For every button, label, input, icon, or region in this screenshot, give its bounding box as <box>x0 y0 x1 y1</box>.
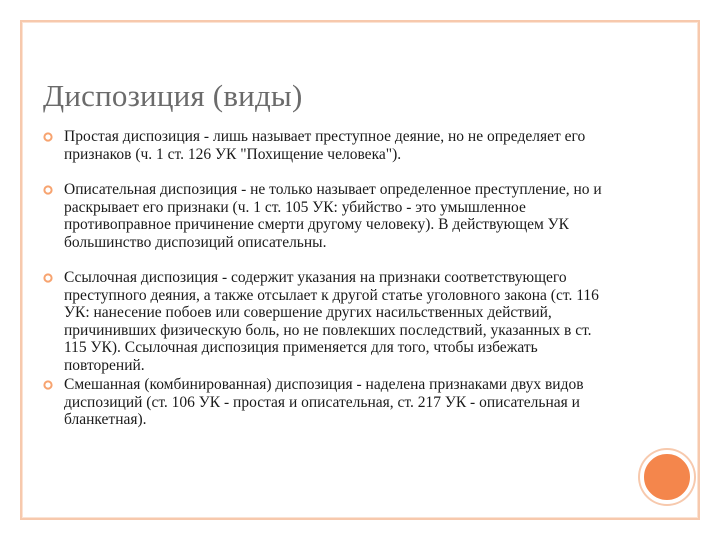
bullet-text: Ссылочная диспозиция - содержит указания на признаки соответствующего преступного деяния, а также отсылает к другой статье уголовного закона (ст. 116 УК: нанесение побоев или совершение других насильственных действий, причинивших физическую боль, но не повлекших последствий, указанных в ст. 115 УК). Ссылочная диспозиция применяется для того, чтобы избежать повторений. <box>64 269 599 374</box>
decorative-orange-circle <box>640 450 694 504</box>
bullet-text: Описательная диспозиция - не только называет определенное преступление, но и раскрывает его признаки (ч. 1 ст. 105 УК: убийство - это умышленное противоправное причинение смерти другому человеку). В действующем УК большинство диспозиций описательны. <box>64 181 602 251</box>
circle-ring-icon <box>42 379 54 391</box>
bullet-text: Смешанная (комбинированная) диспозиция - наделена признаками двух видов диспозиций (ст. 106 УК - простая и описательная, ст. 217 УК - описательная и бланкетная). <box>64 376 584 428</box>
bullet-list <box>42 128 612 429</box>
circle-ring-icon <box>42 131 54 143</box>
slide-title: Диспозиция (виды) <box>43 78 303 113</box>
list-item <box>42 181 612 251</box>
bullet-text: Простая диспозиция - лишь называет преступное деяние, но не определяет его признаков (ч. 1 ст. 126 УК "Похищение человека"). <box>64 128 586 163</box>
list-item <box>42 376 612 429</box>
list-item <box>42 269 612 374</box>
circle-ring-icon <box>42 272 54 284</box>
list-item <box>42 128 612 163</box>
circle-ring-icon <box>42 184 54 196</box>
